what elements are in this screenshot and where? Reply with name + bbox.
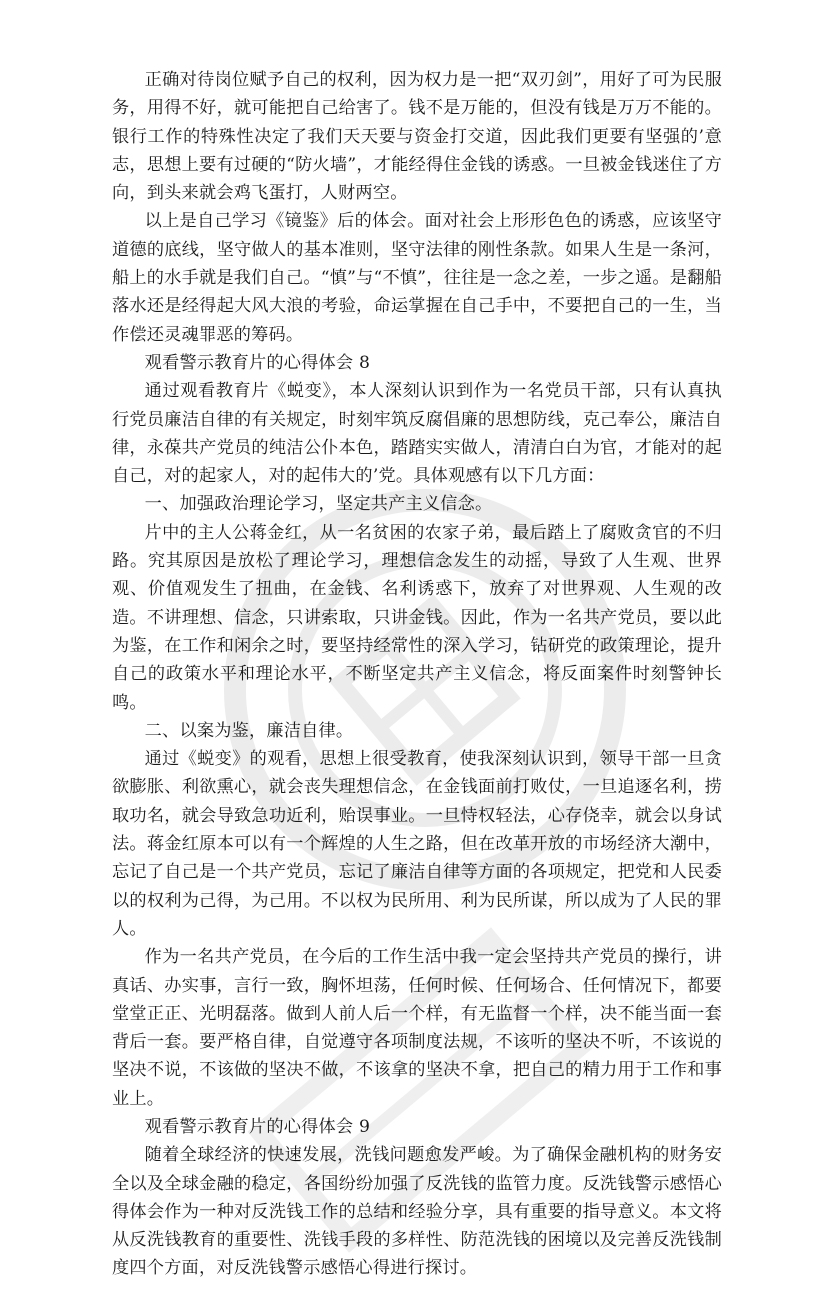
subsection-heading: 一、加强政治理论学习，坚定共产主义信念。 [144, 494, 493, 515]
body-paragraph: 作为一名共产党员，在今后的工作生活中我一定会坚持共产党员的操行，讲真话、办实事，言行一致，胸怀坦荡，任何时候、任何场合、任何情况下，都要堂堂正正、光明磊落。做到人前人后一个样，有无监督一个样，决不能当面一套背后一套。要严格自律，自觉遵守各项制度法规，不该听的坚决不听，不该说的坚决不说，不该做的坚决不做，不该拿的坚决不拿，把自己的精力用于工作和事业上。 [112, 947, 722, 1109]
body-paragraph: 随着全球经济的快速发展，洗钱问题愈发严峻。为了确保金融机构的财务安全以及全球金融的稳定，各国纷纷加强了反洗钱的监管力度。反洗钱警示感悟心得体会作为一种对反洗钱工作的总结和经验分享，具有重要的指导意义。本文将从反洗钱教育的重要性、洗钱手段的多样性、防范洗钱的困境以及完善反洗钱制度四个方面，对反洗钱警示感悟心得进行探讨。 [112, 1145, 722, 1279]
body-paragraph: 片中的主人公蒋金红，从一名贫困的农家子弟，最后踏上了腐败贪官的不归路。究其原因是放松了理论学习，理想信念发生的动摇，导致了人生观、世界观、价值观发生了扭曲，在金钱、名利诱惑下，放弃了对世界观、人生观的改造。不讲理想、信念，只讲索取，只讲金钱。因此，作为一名共产党员，要以此为鉴，在工作和闲余之时，要坚持经常性的深入学习，钻研党的政策理论，提升自己的政策水平和理论水平，不断坚定共产主义信念，将反面案件时刻警钟长鸣。 [112, 522, 722, 713]
section-heading: 观看警示教育片的心得体会 8 [144, 352, 371, 373]
body-paragraph: 正确对待岗位赋予自己的权利，因为权力是一把“双刃剑”，用好了可为民服务，用得不好，就可能把自己给害了。钱不是万能的，但没有钱是万万不能的。银行工作的特殊性决定了我们天天要与资金打交道，因此我们更要有坚强的’意志，思想上要有过硬的“防火墙”，才能经得住金钱的诱惑。一旦被金钱迷住了方向，到头来就会鸡飞蛋打，人财两空。 [112, 70, 722, 204]
subsection-heading: 二、以案为鉴，廉洁自律。 [144, 720, 354, 741]
section-heading: 观看警示教育片的心得体会 9 [144, 1116, 371, 1137]
body-paragraph: 通过《蜕变》的观看，思想上很受教育，使我深刻认识到，领导干部一旦贪欲膨胀、利欲熏心，就会丧失理想信念，在金钱面前打败仗，一旦追逐名利，捞取功名，就会导致急功近利，贻误事业。一旦恃权轻法，心存侥幸，就会以身试法。蒋金红原本可以有一个辉煌的人生之路，但在改革开放的市场经济大潮中，忘记了自己是一个共产党员，忘记了廉洁自律等方面的各项规定，把党和人民委以的权利为己得，为己用。不以权为民所用、利为民所谋，所以成为了人民的罪人。 [112, 749, 722, 939]
body-paragraph: 通过观看教育片《蜕变》，本人深刻认识到作为一名党员干部，只有认真执行党员廉洁自律的有关规定，时刻牢筑反腐倡廉的思想防线，克己奉公，廉洁自律，永葆共产党员的纯洁公仆本色，踏踏实实做人，清清白白为官，才能对的起自己，对的起家人，对的起伟大的’党。具体观感有以下几方面： [112, 381, 722, 487]
document-page [112, 66, 722, 1283]
body-paragraph: 以上是自己学习《镜鉴》后的体会。面对社会上形形色色的诱惑，应该坚守道德的底线，坚守做人的基本准则，坚守法律的刚性条款。如果人生是一条河，船上的水手就是我们自己。“慎”与“不慎”，往往是一念之差，一步之遥。是翻船落水还是经得起大风大浪的考验，命运掌握在自己手中，不要把自己的一生，当作偿还灵魂罪恶的筹码。 [112, 211, 722, 345]
